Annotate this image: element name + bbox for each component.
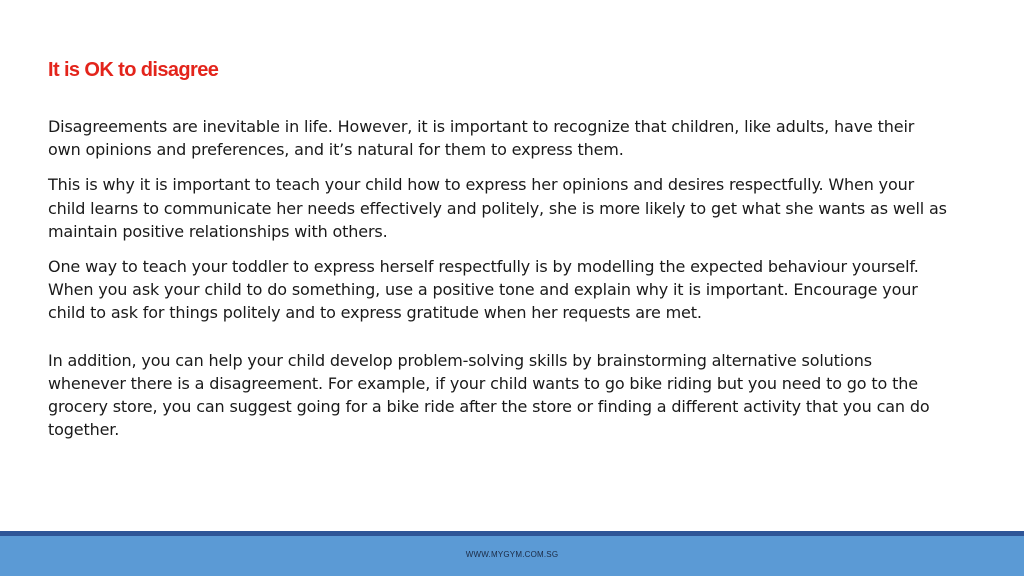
paragraph-1: Disagreements are inevitable in life. However, it is important to recognize that children, like adults, have their own opinions and preferences, and it’s natural for them to express them. — [48, 117, 915, 160]
footer-website: WWW.MYGYM.COM.SG — [465, 550, 559, 559]
paragraph-2: This is why it is important to teach your child how to express her opinions and desires respectfully. When your child learns to communicate her needs effectively and politely, she is more likely to get what she wants as well as maintain positive relationships with others. — [48, 175, 947, 241]
paragraph-3: One way to teach your toddler to express herself respectfully is by modelling the expected behaviour yourself. When you ask your child to do something, use a positive tone and explain why it is important. Encourage your child to ask for things politely and to express gratitude when her requests are met. — [48, 257, 919, 323]
paragraph-4: In addition, you can help your child develop problem-solving skills by brainstorming alternative solutions whenever there is a disagreement. For example, if your child wants to go bike riding but you need to go to the grocery store, you can suggest going for a bike ride after the store or finding a different activity that you can do together. — [48, 350, 930, 440]
slide-body — [48, 115, 948, 453]
slide-title: It is OK to disagree — [48, 59, 219, 81]
